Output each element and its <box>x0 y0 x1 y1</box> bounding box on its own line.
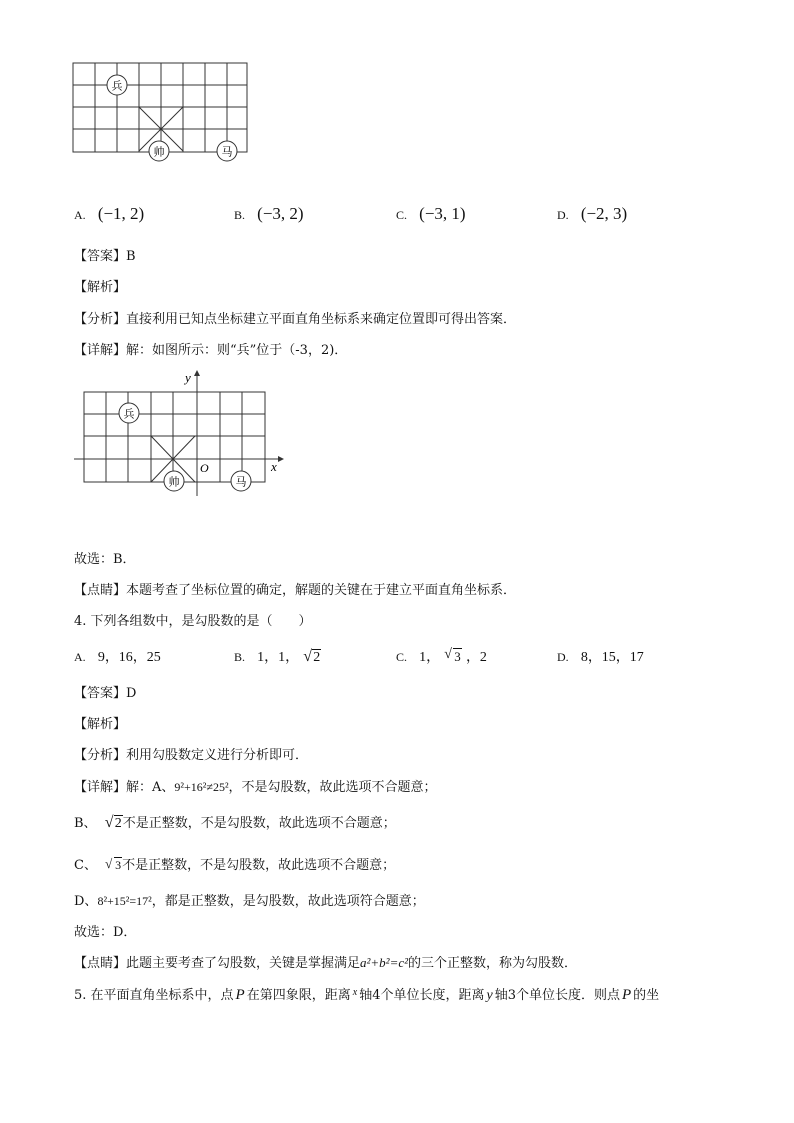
option-value: (−3, 2) <box>257 204 304 223</box>
x-axis-label: x <box>271 459 277 474</box>
q4-option-c <box>396 646 487 666</box>
dianjing-conclusion: 的三个正整数，称为勾股数． <box>408 956 578 971</box>
equation: 9²+16²≠25² <box>174 780 229 794</box>
sqrt-expression: √ 2 <box>104 814 122 831</box>
line-label: B、 <box>74 816 97 831</box>
stem-part: 轴4个单位长度，距离 <box>359 988 485 1003</box>
xiangjie-conclusion: ，不是勾股数，故此选项不合题意； <box>228 780 437 795</box>
option-value: 1，1， <box>257 650 300 665</box>
q4-line-d <box>74 890 425 909</box>
q3-answer: 【答案】B <box>74 249 136 264</box>
q3-choose: 故选：B． <box>74 552 136 567</box>
line-label: D、 <box>74 894 98 909</box>
stem-part: 在第四象限，距离 <box>246 988 351 1003</box>
option-value: (−3, 1) <box>419 204 466 223</box>
q3-dianjing: 【点睛】本题考查了坐标位置的确定，解题的关键在于建立平面直角坐标系． <box>74 583 517 598</box>
q4-line-c <box>74 854 395 873</box>
q4-line-b <box>74 812 396 832</box>
q4-option-a <box>74 646 161 666</box>
option-value: 8，15，17 <box>580 650 644 665</box>
option-value: (−1, 2) <box>97 204 145 223</box>
option-letter: B. <box>234 208 246 222</box>
line-conclusion: 不是正整数，不是勾股数，故此选项不合题意； <box>122 816 396 831</box>
xiangjie-label: 【详解】解：A、 <box>74 780 175 795</box>
q4-option-d <box>557 646 644 666</box>
q4-stem: 4. 下列各组数中，是勾股数的是（ ） <box>74 614 312 629</box>
stem-part: 的坐 <box>633 988 660 1003</box>
var-p: P <box>235 987 245 1003</box>
option-letter: C. <box>396 650 408 664</box>
piece-shuai <box>164 471 184 491</box>
svg-text:马: 马 <box>235 475 247 489</box>
sqrt-expression: √ 2 <box>303 648 321 665</box>
chess-board-figure-1 <box>72 62 252 164</box>
q3-option-c <box>396 204 466 224</box>
q3-option-d <box>557 204 627 224</box>
option-letter: D. <box>557 208 569 222</box>
piece-ma <box>217 141 237 161</box>
svg-text:马: 马 <box>221 145 233 159</box>
equation: a²+b²=c² <box>360 955 409 970</box>
q4-choose: 故选：D． <box>74 925 137 940</box>
piece-bing <box>107 75 127 95</box>
piece-ma <box>231 471 251 491</box>
option-letter: B. <box>234 650 246 664</box>
q4-analysis-label: 【解析】 <box>74 717 127 732</box>
option-letter: D. <box>557 650 569 664</box>
q5-stem <box>74 984 659 1004</box>
q4-option-b <box>234 646 321 666</box>
piece-shuai <box>149 141 169 161</box>
option-value: 1， <box>419 650 441 665</box>
q3-analysis-label: 【解析】 <box>74 280 127 295</box>
svg-text:帅: 帅 <box>168 475 180 489</box>
stem-part: 轴3个单位长度．则点 <box>494 988 620 1003</box>
sqrt-expression: √ 3 <box>444 647 461 664</box>
q4-answer: 【答案】D <box>74 686 137 701</box>
option-value: (−2, 3) <box>580 204 628 223</box>
sqrt-expression: √ 3 <box>105 856 122 872</box>
svg-text:兵: 兵 <box>111 79 123 93</box>
option-letter: A. <box>74 208 86 222</box>
option-letter: C. <box>396 208 408 222</box>
line-conclusion: ，都是正整数，是勾股数，故此选项符合题意； <box>151 894 425 909</box>
var-y: y <box>486 988 493 1003</box>
option-letter: A. <box>74 650 86 664</box>
var-p: P <box>621 987 632 1003</box>
equation: 8²+15²=17² <box>97 894 152 908</box>
svg-text:兵: 兵 <box>123 407 135 421</box>
q3-xiangjie: 【详解】解：如图所示：则“兵”位于（-3，2)． <box>74 343 348 358</box>
line-conclusion: 不是正整数，不是勾股数，故此选项不合题意； <box>122 858 396 873</box>
svg-text:帅: 帅 <box>153 145 165 159</box>
stem-part: 5. 在平面直角坐标系中，点 <box>74 988 234 1003</box>
q4-fenxi: 【分析】利用勾股数定义进行分析即可． <box>74 748 309 763</box>
line-label: C、 <box>74 858 97 873</box>
piece-bing <box>119 403 139 423</box>
option-value-tail: ，2 <box>465 650 487 665</box>
origin-label: O <box>200 461 209 475</box>
var-x: x <box>352 987 358 998</box>
q3-option-a <box>74 204 144 224</box>
q4-dianjing <box>74 952 577 971</box>
chess-board-figure-2 <box>70 368 290 498</box>
q3-option-b <box>234 204 304 224</box>
dianjing-label: 【点睛】此题主要考查了勾股数，关键是掌握满足 <box>74 956 361 971</box>
q4-xiangjie <box>74 776 437 795</box>
q3-fenxi: 【分析】直接利用已知点坐标建立平面直角坐标系来确定位置即可得出答案． <box>74 312 517 327</box>
option-value: 9，16，25 <box>97 650 161 665</box>
y-axis-label: y <box>185 370 191 385</box>
